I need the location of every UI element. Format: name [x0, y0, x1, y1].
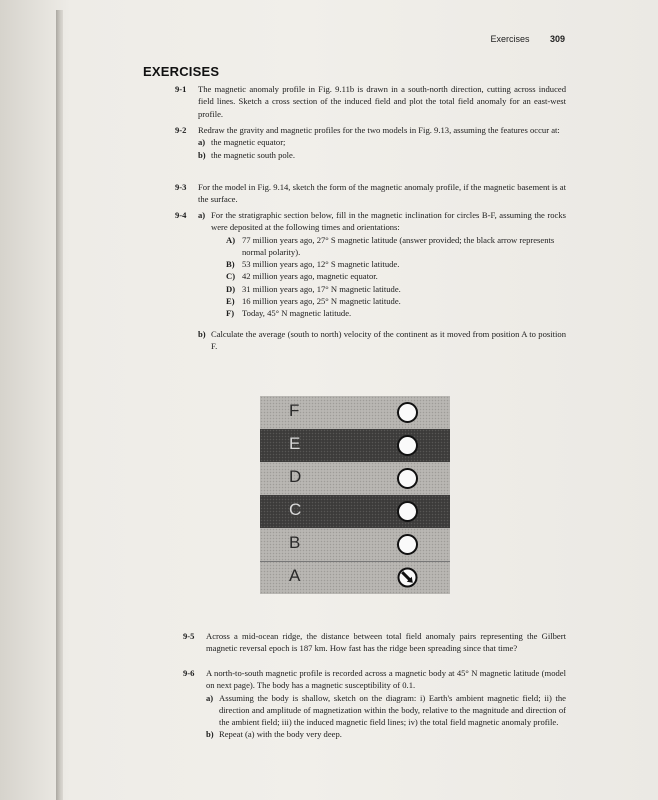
- layer-label: B: [289, 533, 301, 552]
- option-label: D): [226, 283, 236, 294]
- exercise-9-2: [175, 124, 566, 161]
- exercise-9-4: [175, 209, 566, 352]
- option-item: [226, 270, 566, 282]
- option-item: [226, 295, 566, 307]
- option-text: 31 million years ago, 17° N magnetic latitude.: [242, 283, 401, 294]
- part-text: the magnetic equator;: [211, 137, 286, 148]
- exercise-number: 9-5: [183, 631, 195, 641]
- option-text: Today, 45° N magnetic latitude.: [242, 308, 352, 319]
- option-label: C): [226, 271, 236, 282]
- exercise-text: A north-to-south magnetic profile is recorded across a magnetic body at 45° N magnetic latitude (model on next page). The body has a magnetic susceptibility of 0.1.: [206, 668, 566, 691]
- inclination-circle-f: [397, 402, 418, 423]
- part-text: Calculate the average (south to north) velocity of the continent as it moved from position A to position F.: [211, 328, 566, 351]
- exercise-part-b: [198, 328, 566, 353]
- layer-boundary: [260, 561, 450, 562]
- exercise-9-3: [175, 181, 566, 206]
- layer-band-e: [260, 429, 450, 462]
- layer-label: A: [289, 566, 301, 585]
- layer-label: F: [289, 401, 300, 420]
- part-text: For the stratigraphic section below, fill in the magnetic inclination for circles B-F, assuming the rocks were deposited at the following times and orientations:: [211, 210, 566, 233]
- exercise-text: For the model in Fig. 9.14, sketch the form of the magnetic anomaly profile, if the magnetic basement is at the surface.: [198, 182, 566, 205]
- part-text: Assuming the body is shallow, sketch on the diagram: i) Earth's ambient magnetic field; ii) the direction and amplitude of magnetization within the body, relative to the magnitude and direction of the ambient field; iii) the induced magnetic field lines; iv) the total field magnetic anomaly profile.: [219, 692, 566, 728]
- layer-label: D: [289, 467, 302, 486]
- inclination-circle-e: [397, 435, 418, 456]
- layer-band-f: [260, 396, 450, 429]
- option-label: B): [226, 259, 235, 270]
- option-text: 42 million years ago, magnetic equator.: [242, 271, 378, 282]
- inclination-circle-b: [397, 534, 418, 555]
- option-item: [226, 283, 566, 295]
- layer-band-a: [260, 561, 450, 594]
- option-text: 53 million years ago, 12° S magnetic latitude.: [242, 259, 400, 270]
- part-label: b): [198, 149, 206, 160]
- inclination-circle-d: [397, 468, 418, 489]
- stratigraphic-section-figure: [260, 396, 450, 596]
- layer-label: E: [289, 434, 301, 453]
- option-label: E): [226, 296, 235, 307]
- section-title: EXERCISES: [143, 64, 220, 79]
- exercise-9-6: [183, 667, 566, 741]
- exercise-part: [206, 692, 566, 729]
- option-item: [226, 258, 566, 270]
- part-label: b): [198, 328, 206, 339]
- exercise-9-5: [183, 630, 566, 655]
- page-number: 309: [549, 34, 565, 44]
- exercise-number: 9-6: [183, 668, 195, 678]
- layer-band-c: [260, 495, 450, 528]
- option-text: 77 million years ago, 27° S magnetic latitude (answer provided; the black arrow represents normal polarity).: [242, 234, 555, 257]
- option-item: [226, 234, 566, 259]
- layer-band-d: [260, 462, 450, 495]
- part-label: a): [198, 137, 206, 148]
- exercise-9-1: [175, 83, 566, 120]
- exercise-text: Redraw the gravity and magnetic profiles for the two models in Fig. 9.13, assuming the features occur at:: [198, 125, 560, 135]
- page-binding-shadow: [56, 10, 63, 800]
- running-header: [490, 34, 565, 44]
- exercise-number: 9-3: [175, 182, 187, 192]
- exercise-part: [198, 149, 566, 161]
- exercise-text: The magnetic anomaly profile in Fig. 9.11b is drawn in a south-north direction, cutting across induced field lines. Sketch a cross section of the induced field and plot the total field anomaly for an east-west profile.: [198, 84, 566, 119]
- option-list: [226, 234, 566, 320]
- running-title: Exercises: [490, 34, 530, 44]
- exercise-number: 9-1: [175, 84, 187, 94]
- exercise-part: [206, 728, 566, 740]
- part-label: a): [198, 210, 206, 220]
- layer-label: C: [289, 500, 302, 519]
- part-text: the magnetic south pole.: [211, 149, 296, 160]
- exercise-part-a: [198, 209, 566, 320]
- part-label: a): [206, 692, 214, 703]
- layer-band-b: [260, 528, 450, 561]
- part-label: b): [206, 729, 214, 740]
- option-text: 16 million years ago, 25° N magnetic latitude.: [242, 296, 401, 307]
- option-item: [226, 307, 566, 319]
- inclination-arrow-icon: [397, 567, 418, 588]
- option-label: F): [226, 308, 235, 319]
- exercise-number: 9-2: [175, 125, 187, 135]
- exercise-number: 9-4: [175, 210, 187, 220]
- option-label: A): [226, 234, 236, 245]
- part-text: Repeat (a) with the body very deep.: [219, 729, 342, 740]
- inclination-circle-c: [397, 501, 418, 522]
- exercise-text: Across a mid-ocean ridge, the distance between total field anomaly pairs representing the Gilbert magnetic reversal epoch is 187 km. How fast has the ridge been spreading since that time?: [206, 631, 566, 654]
- exercise-part: [198, 136, 566, 148]
